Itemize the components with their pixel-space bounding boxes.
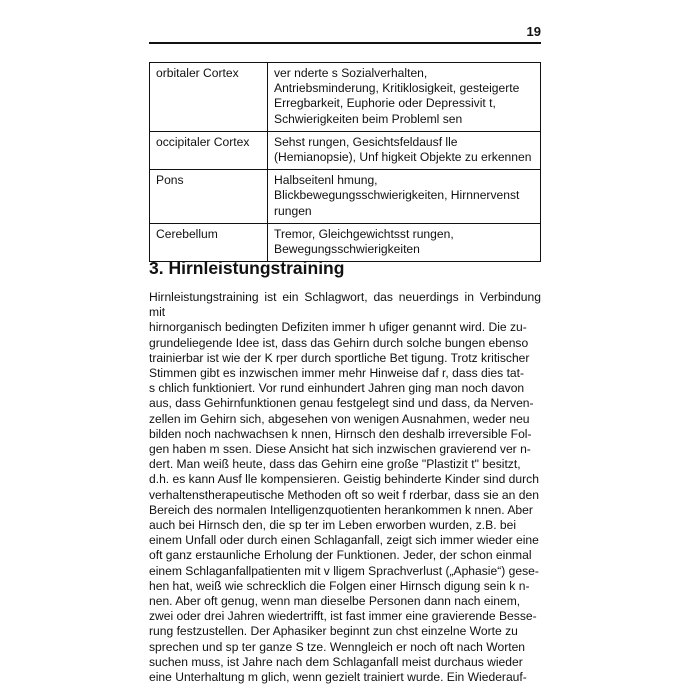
symptoms-cell: Halbseitenl hmung, Blickbewegungsschwierigkeiten, Hirnnervenst rungen: [268, 170, 541, 224]
symptoms-cell: Sehst rungen, Gesichtsfeldausf lle (Hemianopsie), Unf higkeit Objekte zu erkennen: [268, 131, 541, 169]
table-row: [150, 170, 541, 224]
brain-region-cell: Cerebellum: [150, 223, 268, 261]
symptom-table: [149, 62, 541, 262]
table-row: [150, 63, 541, 132]
section-heading: 3. Hirnleistungstraining: [149, 258, 345, 278]
brain-region-cell: occipitaler Cortex: [150, 131, 268, 169]
page-number: 19: [526, 24, 541, 39]
header-rule: [149, 42, 541, 44]
symptoms-cell: ver nderte s Sozialverhalten, Antriebsminderung, Kritiklosigkeit, gesteigerte Erregbarkeit, Euphorie oder Depressivit t, Schwierigkeiten beim Probleml sen: [268, 63, 541, 132]
table-row: [150, 131, 541, 169]
brain-region-cell: Pons: [150, 170, 268, 224]
symptoms-cell: Tremor, Gleichgewichtsst rungen, Bewegungsschwierigkeiten: [268, 223, 541, 261]
table-row: [150, 223, 541, 261]
body-paragraph: Hirnleistungstraining ist ein Schlagwort, das neuerdings in Verbindung mit hirnorganisch bedingten Defiziten immer h ufiger genannt wird. Die zu- grundeliegende Idee ist, dass das Gehirn durch solche bungen ebenso trainierbar ist wie der K rper durch sportliche Bet tigung. Trotz kritischer Stimmen gibt es inzwischen immer mehr Hinweise daf r, dass dies tat- s chlich funktioniert. Vor rund einhundert Jahren ging man noch davon aus, dass Gehirnfunktionen genau festgelegt sind und dass, da Nerven- zellen im Gehirn sich, abgesehen von wenigen Ausnahmen, weder neu bilden noch nachwachsen k nnen, Hirnsch den deshalb irreversible Fol- gen haben m ssen. Diese Ansicht hat sich inzwischen gravierend ver n- dert. Man weiß heute, dass das Gehirn eine große "Plastizit t" besitzt, d.h. es kann Ausf lle kompensieren. Geistig behinderte Kinder sind durch verhaltenstherapeutische Methoden oft so weit f rderbar, dass sie an den Bereich des normalen Intelligenzquotienten herankommen k nnen. Aber auch bei Hirnsch den, die sp ter im Leben erworben wurden, z.B. bei einem Unfall oder durch einen Schlaganfall, zeigt sich immer wieder eine oft ganz erstaunliche Erholung der Funktionen. Jeder, der schon einmal einem Schlaganfallpatienten mit v lligem Sprachverlust („Aphasie“) gese- hen hat, weiß wie schrecklich die Folgen einer Hirnsch digung sein k n- nen. Aber oft genug, wenn man dieselbe Personen dann nach einem, zwei oder drei Jahren wiedertrifft, ist fast immer eine gravierende Besse- rung festzustellen. Der Aphasiker beginnt zun chst einzelne Worte zu sprechen und sp ter ganze S tze. Wenngleich er noch oft nach Worten suchen muss, ist Jahre nach dem Schlaganfall meist durchaus wieder eine Unterhaltung m glich, wenn gezielt trainiert wurde. Ein Wiederauf-: [149, 290, 541, 685]
brain-region-cell: orbitaler Cortex: [150, 63, 268, 132]
